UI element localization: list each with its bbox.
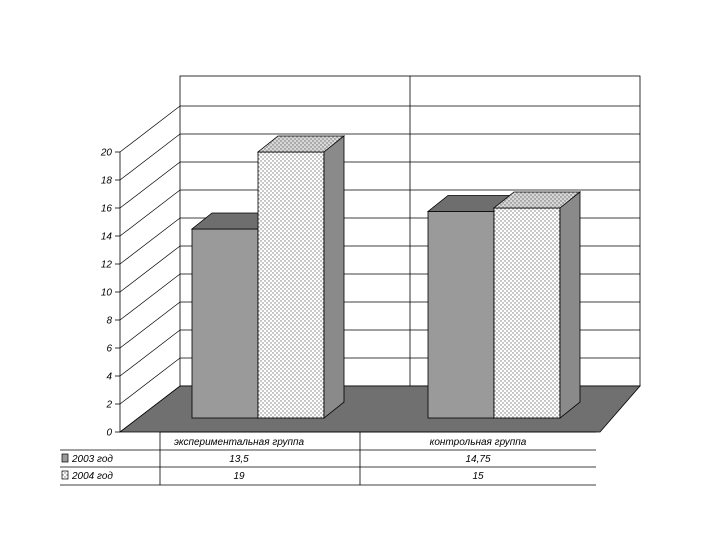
y-tick-label: 0 <box>106 427 112 439</box>
bar <box>494 192 580 418</box>
data-label: 13,5 <box>229 454 249 465</box>
data-table <box>60 432 596 485</box>
y-tick-label: 12 <box>100 259 112 271</box>
y-tick-label: 14 <box>100 231 112 243</box>
data-label: 15 <box>472 471 484 482</box>
legend-label: 2003 год <box>72 454 113 465</box>
bar-front <box>428 212 494 419</box>
category-label: контрольная группа <box>429 437 527 448</box>
legend-swatch <box>62 454 68 462</box>
y-tick-label: 8 <box>106 315 112 327</box>
side-gridline <box>120 302 180 348</box>
data-label: 14,75 <box>465 454 491 465</box>
y-tick-label: 16 <box>100 203 112 215</box>
bar-front <box>494 208 560 418</box>
y-tick-label: 20 <box>100 147 112 159</box>
side-gridline <box>120 134 180 180</box>
side-gridline <box>120 190 180 236</box>
y-tick-label: 4 <box>106 371 112 383</box>
y-tick-label: 10 <box>100 287 112 299</box>
side-gridline <box>120 106 180 152</box>
bar-front <box>258 152 324 418</box>
bar <box>258 136 344 418</box>
y-axis <box>100 148 120 439</box>
bar-front <box>192 229 258 418</box>
legend-swatch <box>62 471 68 479</box>
y-tick-label: 18 <box>100 175 112 187</box>
category-label: экспериментальная группа <box>173 437 305 448</box>
bar-side <box>324 136 344 418</box>
side-gridline <box>120 218 180 264</box>
bar-side <box>560 192 580 418</box>
side-gridline <box>120 246 180 292</box>
side-gridline <box>120 274 180 320</box>
side-gridline <box>120 330 180 376</box>
y-tick-label: 2 <box>106 399 112 411</box>
data-label: 19 <box>233 471 245 482</box>
legend-label: 2004 год <box>72 471 113 482</box>
side-gridline <box>120 162 180 208</box>
y-tick-label: 6 <box>106 343 112 355</box>
